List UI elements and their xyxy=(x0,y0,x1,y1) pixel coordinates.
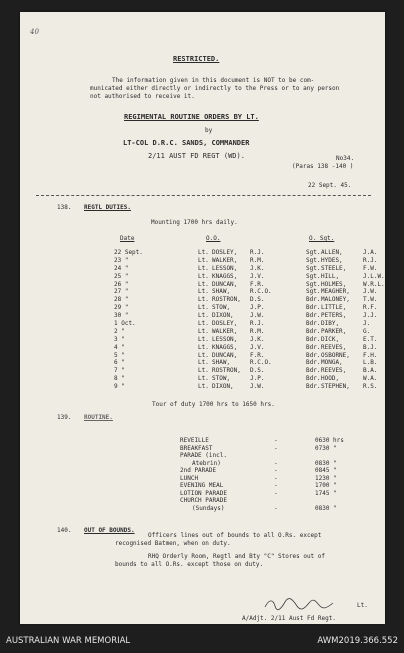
para-139-number: 139. xyxy=(57,414,72,421)
handwritten-mark: 40 xyxy=(30,28,39,36)
roster-srank: Sgt. xyxy=(306,280,321,288)
roster-orank: Lt. xyxy=(198,312,209,320)
roster-sinit: J.A. xyxy=(363,249,378,256)
roster-sinit: R.F. xyxy=(363,304,378,312)
roster-orank: Lt. xyxy=(198,320,209,328)
roster-srank: Bdr. xyxy=(306,327,321,335)
roster-orank: Lt. xyxy=(198,256,209,264)
routine-time: 1700 " xyxy=(315,482,337,489)
roster-oname: STOW, xyxy=(212,304,231,312)
routine-label: PARADE (incl. xyxy=(180,452,227,459)
routine-dash: - xyxy=(274,467,278,474)
separator-rule xyxy=(36,195,371,196)
order-number: No34. xyxy=(336,155,355,162)
routine-time: 0830 " xyxy=(315,459,337,467)
roster-oinit: F.R. xyxy=(250,280,265,288)
roster-sname: DICK, xyxy=(321,335,340,343)
para-139-title: ROUTINE. xyxy=(84,414,113,421)
para-138-title: REGTL DUTIES. xyxy=(84,204,131,211)
roster-date: 25 " xyxy=(114,272,129,280)
roster-sinit: L.B. xyxy=(363,359,378,367)
roster-sinit: B.J. xyxy=(363,343,378,351)
roster-srank: Sgt. xyxy=(306,272,321,280)
roster-srank: Sgt. xyxy=(306,249,321,256)
routine-time: 0630 hrs xyxy=(315,437,344,444)
signature-rank: Lt. xyxy=(357,602,368,609)
roster-oname: DUNCAN, xyxy=(212,280,238,288)
roster-sname: HILL, xyxy=(321,272,340,280)
roster-date: 2 " xyxy=(114,327,125,335)
roster-oinit: J.K. xyxy=(250,264,265,272)
roster-oname: LESSON, xyxy=(212,335,238,343)
routine-dash: - xyxy=(274,482,278,489)
roster-oinit: R.M. xyxy=(250,327,265,335)
roster-sname: MEAGHER, xyxy=(321,288,350,296)
roster-oname: WALKER, xyxy=(212,256,238,264)
routine-dash: - xyxy=(274,474,278,482)
roster-oname: ROSTRON, xyxy=(212,367,241,375)
roster-date: 27 " xyxy=(114,288,129,296)
routine-label: BREAKFAST xyxy=(180,444,213,452)
roster-oname: DOSLEY, xyxy=(212,320,238,328)
roster-sname: PARKER, xyxy=(321,327,347,335)
routine-time: 0730 " xyxy=(315,444,337,452)
roster-orank: Lt. xyxy=(198,304,209,312)
routine-label: 2nd PARADE xyxy=(180,467,217,474)
roster-orank: Lt. xyxy=(198,343,209,351)
signature-appointment: A/Adjt. 2/11 Aust Fd Regt. xyxy=(242,615,336,622)
roster-sname: LITTLE, xyxy=(321,304,347,312)
roster-orank: Lt. xyxy=(198,351,209,359)
roster-oinit: J.W. xyxy=(250,383,265,391)
commander: LT-COL D.R.C. SANDS, COMMANDER xyxy=(123,139,250,147)
notice-line-2: municated either directly or indirectly to the Press or to any person xyxy=(90,85,340,92)
roster-oname: ROSTRON, xyxy=(212,296,241,304)
roster-oname: KNAGGS, xyxy=(212,343,238,351)
roster-date: 6 " xyxy=(114,359,125,367)
roster-date: 8 " xyxy=(114,375,125,383)
roster-sname: MONGA, xyxy=(321,359,343,367)
roster-sinit: G. xyxy=(363,327,371,335)
routine-time: 1745 " xyxy=(315,489,337,497)
bounds-line-4: bounds to all O.Rs. except those on duty. xyxy=(115,561,264,568)
roster-sinit: R.S. xyxy=(363,383,378,391)
unit-name: 2/11 AUST FD REGT (WD). xyxy=(148,152,245,160)
roster-srank: Sgt. xyxy=(306,288,321,296)
roster-oname: KNAGGS, xyxy=(212,272,238,280)
roster-orank: Lt. xyxy=(198,296,209,304)
roster-srank: Sgt. xyxy=(306,256,321,264)
roster-sinit: W.R.L. xyxy=(363,280,385,288)
roster-date: 3 " xyxy=(114,335,125,343)
routine-label: Atebrin) xyxy=(192,459,221,467)
col-header-date: Date xyxy=(120,235,135,242)
roster-srank: Bdr. xyxy=(306,335,321,343)
roster-oinit: D.S. xyxy=(250,296,265,304)
roster-date: 22 Sept. xyxy=(114,249,143,256)
roster-oinit: J.P. xyxy=(250,375,265,383)
roster-orank: Lt. xyxy=(198,359,209,367)
roster-date: 28 " xyxy=(114,296,129,304)
roster-oinit: J.P. xyxy=(250,304,265,312)
roster-date: 26 " xyxy=(114,280,129,288)
para-140-number: 140. xyxy=(57,527,72,534)
roster-srank: Sgt. xyxy=(306,264,321,272)
roster-date: 9 " xyxy=(114,383,125,391)
routine-dash: - xyxy=(274,444,278,452)
roster-date: 29 " xyxy=(114,304,129,312)
routine-label: LOTION PARADE xyxy=(180,489,227,497)
roster-srank: Bdr. xyxy=(306,304,321,312)
handwritten-signature xyxy=(263,597,353,611)
roster-orank: Lt. xyxy=(198,375,209,383)
roster-sinit: J. xyxy=(363,320,371,328)
roster-oname: DUNCAN, xyxy=(212,351,238,359)
col-header-oo: O.O. xyxy=(206,235,221,242)
routine-dash: - xyxy=(274,459,278,467)
roster-sname: DIBY, xyxy=(321,320,340,328)
routine-dash: - xyxy=(274,489,278,497)
roster-date: 23 " xyxy=(114,256,129,264)
order-by: by xyxy=(205,127,213,134)
roster-orank: Lt. xyxy=(198,335,209,343)
bounds-line-1: Officers lines out of bounds to all O.Rs. except xyxy=(148,532,322,539)
notice-line-3: not authorised to receive it. xyxy=(90,93,195,100)
roster-orank: Lt. xyxy=(198,367,209,375)
footer-bar xyxy=(0,627,404,653)
roster-orank: Lt. xyxy=(198,272,209,280)
roster-srank: Bdr. xyxy=(306,359,321,367)
roster-srank: Bdr. xyxy=(306,367,321,375)
roster-sname: MALONEY, xyxy=(321,296,350,304)
roster-oinit: R.J. xyxy=(250,249,265,256)
roster-sinit: J.J. xyxy=(363,312,378,320)
roster-orank: Lt. xyxy=(198,327,209,335)
roster-srank: Bdr. xyxy=(306,351,321,359)
tour-of-duty: Tour of duty 1700 hrs to 1650 hrs. xyxy=(152,401,275,408)
order-title: REGIMENTAL ROUTINE ORDERS BY LT. xyxy=(124,113,259,121)
roster-sinit: J.W. xyxy=(363,288,378,296)
roster-sname: STEELE, xyxy=(321,264,347,272)
roster-orank: Lt. xyxy=(198,280,209,288)
routine-dash: - xyxy=(274,437,278,444)
roster-srank: Bdr. xyxy=(306,383,321,391)
roster-date: 1 Oct. xyxy=(114,320,136,328)
roster-oinit: D.S. xyxy=(250,367,265,375)
roster-sinit: B.A. xyxy=(363,367,378,375)
roster-sinit: E.T. xyxy=(363,335,378,343)
routine-time: 0830 " xyxy=(315,504,337,512)
roster-orank: Lt. xyxy=(198,249,209,256)
roster-oname: DOSLEY, xyxy=(212,249,238,256)
roster-date: 4 " xyxy=(114,343,125,351)
roster-sinit: T.W. xyxy=(363,296,378,304)
routine-label: LUNCH xyxy=(180,474,199,482)
para-140-title: OUT OF BOUNDS. xyxy=(84,527,135,534)
roster-oname: STOW, xyxy=(212,375,231,383)
roster-sname: HYDES, xyxy=(321,256,343,264)
roster-oinit: R.C.O. xyxy=(250,359,272,367)
roster-oinit: J.V. xyxy=(250,343,265,351)
roster-srank: Bdr. xyxy=(306,320,321,328)
notice-line-1: The information given in this document is NOT to be com- xyxy=(112,77,315,84)
roster-srank: Bdr. xyxy=(306,296,321,304)
roster-oinit: J.K. xyxy=(250,335,265,343)
para-138-number: 138. xyxy=(57,204,72,211)
roster-sname: REEVES, xyxy=(321,367,347,375)
roster-sname: PETERS, xyxy=(321,312,347,320)
roster-sname: REEVES, xyxy=(321,343,347,351)
roster-sinit: F.H. xyxy=(363,351,378,359)
routine-label: EVENING MEAL xyxy=(180,482,224,489)
bounds-line-2: recognised Batmen, when on duty. xyxy=(115,540,231,547)
roster-sinit: R.J. xyxy=(363,256,378,264)
roster-date: 7 " xyxy=(114,367,125,375)
roster-oname: SHAW, xyxy=(212,288,231,296)
footer-source: AUSTRALIAN WAR MEMORIAL xyxy=(6,636,131,646)
bounds-line-3: RHQ Orderly Room, Regtl and Bty "C" Stores out of xyxy=(148,553,326,560)
order-paras: (Paras 138 -140 ) xyxy=(292,163,354,170)
roster-oname: DIXON, xyxy=(212,312,234,320)
roster-sname: ALLEN, xyxy=(321,249,343,256)
roster-date: 30 " xyxy=(114,312,129,320)
roster-oname: SHAW, xyxy=(212,359,231,367)
roster-srank: Bdr. xyxy=(306,343,321,351)
roster-oinit: R.M. xyxy=(250,256,265,264)
roster-date: 5 " xyxy=(114,351,125,359)
roster-oinit: J.V. xyxy=(250,272,265,280)
col-header-osgt: O. Sgt. xyxy=(309,235,335,242)
roster-date: 24 " xyxy=(114,264,129,272)
footer-accession: AWM2019.366.552 xyxy=(317,636,398,646)
roster-oname: WALKER, xyxy=(212,327,238,335)
roster-sname: STEPHEN, xyxy=(321,383,350,391)
roster-sinit: J.L.W. xyxy=(363,272,385,280)
roster-sname: HOOD, xyxy=(321,375,340,383)
routine-time: 1230 " xyxy=(315,474,337,482)
document-page xyxy=(20,12,385,624)
roster-srank: Bdr. xyxy=(306,375,321,383)
routine-label: REVEILLE xyxy=(180,437,209,444)
restricted-heading: RESTRICTED. xyxy=(173,55,220,63)
roster-orank: Lt. xyxy=(198,383,209,391)
roster-oinit: F.R. xyxy=(250,351,265,359)
roster-orank: Lt. xyxy=(198,288,209,296)
roster-oinit: R.J. xyxy=(250,320,265,328)
routine-dash: - xyxy=(274,504,278,512)
roster-srank: Bdr. xyxy=(306,312,321,320)
routine-label: CHURCH PARADE xyxy=(180,497,227,504)
roster-oinit: J.W. xyxy=(250,312,265,320)
roster-sname: HOLMES, xyxy=(321,280,347,288)
order-date: 22 Sept. 45. xyxy=(308,182,352,189)
roster-oname: LESSON, xyxy=(212,264,238,272)
routine-time: 0845 " xyxy=(315,467,337,474)
roster-oinit: R.C.O. xyxy=(250,288,272,296)
roster-orank: Lt. xyxy=(198,264,209,272)
duties-mounting: Mounting 1700 hrs daily. xyxy=(151,219,238,226)
roster-oname: DIXON, xyxy=(212,383,234,391)
roster-sinit: W.A. xyxy=(363,375,378,383)
roster-sname: OSBORNE, xyxy=(321,351,350,359)
roster-sinit: F.W. xyxy=(363,264,378,272)
routine-label: (Sundays) xyxy=(192,504,225,512)
